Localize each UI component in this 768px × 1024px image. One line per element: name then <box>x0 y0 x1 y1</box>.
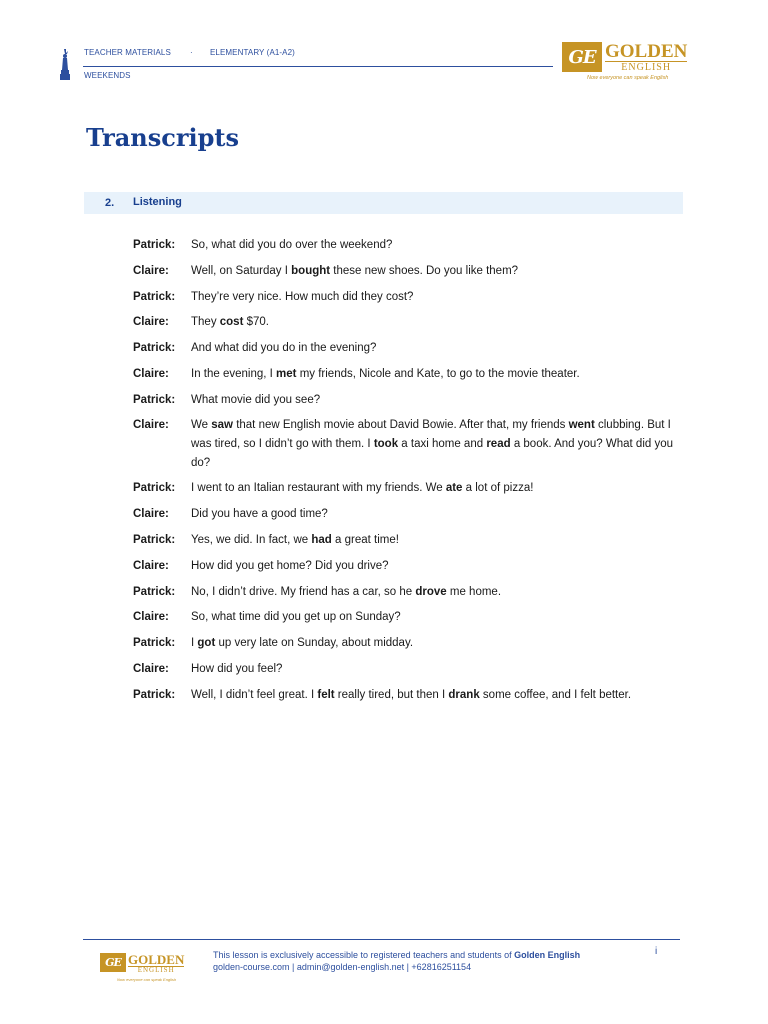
highlighted-verb: saw <box>211 419 233 432</box>
line-text: that new English movie about David Bowie. After that, my friends <box>233 419 569 432</box>
speaker-name: Claire: <box>133 316 169 329</box>
speaker-name: Patrick: <box>133 393 176 406</box>
speaker-name: Patrick: <box>133 688 176 701</box>
line-text: a great time! <box>331 534 399 546</box>
speaker-name: Patrick: <box>133 239 176 251</box>
header-level: ELEMENTARY (A1-A2) <box>210 48 295 57</box>
line-text: me home. <box>446 585 502 598</box>
footer-logo <box>100 953 184 975</box>
dialogue-line <box>191 557 688 576</box>
highlighted-verb: felt <box>317 688 335 701</box>
dialogue-row <box>133 583 688 602</box>
line-text: I went to an Italian restaurant with my friends. We <box>191 482 446 495</box>
line-text: No, I didn’t drive. My friend has a car, so he <box>191 585 416 598</box>
line-text: How did you feel? <box>191 662 283 675</box>
line-text: We <box>191 419 212 432</box>
highlighted-verb: read <box>486 438 511 451</box>
transcript-dialogue <box>133 236 688 711</box>
dialogue-line <box>191 634 688 653</box>
highlighted-verb: drove <box>415 585 447 598</box>
highlighted-verb: got <box>197 637 216 650</box>
footer-divider <box>83 939 680 940</box>
dialogue-line <box>191 608 688 627</box>
highlighted-verb: went <box>568 419 595 432</box>
dialogue-row <box>133 236 688 255</box>
line-text: In the evening, I <box>191 367 277 380</box>
line-text: What movie did you see? <box>191 393 321 406</box>
section-label: Listening <box>133 196 182 208</box>
highlighted-verb: took <box>373 438 399 451</box>
dialogue-line <box>191 339 688 358</box>
golden-english-logo <box>562 42 687 73</box>
header-separator: · <box>190 48 193 57</box>
line-text: my friends, Nicole and Kate, to go to the movie theater. <box>296 367 580 380</box>
speaker-name: Patrick: <box>133 342 176 355</box>
dialogue-line <box>191 391 688 410</box>
footer-logo-sub: ENGLISH <box>128 966 184 975</box>
dialogue-row <box>133 531 688 550</box>
dialogue-row <box>133 262 688 281</box>
highlighted-verb: had <box>311 534 332 546</box>
speaker-name: Claire: <box>133 419 169 432</box>
line-text: Well, I didn’t feel great. I <box>191 688 318 701</box>
page-title: Transcripts <box>86 123 240 152</box>
dialogue-line <box>191 262 688 281</box>
dialogue-row <box>133 479 688 498</box>
logo-sub: ENGLISH <box>605 61 687 73</box>
highlighted-verb: met <box>276 367 297 380</box>
header-lesson: WEEKENDS <box>84 71 131 80</box>
dialogue-line <box>191 660 688 679</box>
speaker-name: Patrick: <box>133 534 176 546</box>
dialogue-row <box>133 686 688 705</box>
footer-notice-prefix: This lesson is exclusively accessible to registered teachers and students of <box>213 950 515 960</box>
speaker-name: Patrick: <box>133 482 176 495</box>
speaker-name: Claire: <box>133 662 169 675</box>
dialogue-line <box>191 686 688 705</box>
section-number: 2. <box>105 197 115 209</box>
line-text: How did you get home? Did you drive? <box>191 559 389 572</box>
dialogue-row <box>133 313 688 332</box>
header-category: TEACHER MATERIALS <box>84 48 171 57</box>
speaker-name: Patrick: <box>133 290 176 303</box>
dialogue-row <box>133 634 688 653</box>
line-text: They’re very nice. How much did they cost? <box>191 290 414 303</box>
line-text: Well, on Saturday I <box>191 264 292 277</box>
speaker-name: Patrick: <box>133 585 176 598</box>
line-text: So, what did you do over the weekend? <box>191 239 393 251</box>
highlighted-verb: bought <box>291 264 331 277</box>
line-text: up very late on Sunday, about midday. <box>215 637 414 650</box>
footer-logo-mark: GE <box>100 953 126 972</box>
line-text: a lot of pizza! <box>462 482 534 495</box>
footer-logo-name: GOLDEN <box>128 952 185 967</box>
line-text: So, what time did you get up on Sunday? <box>191 611 401 624</box>
line-text: some coffee, and I felt better. <box>479 688 632 701</box>
section-header <box>84 192 683 214</box>
line-text: And what did you do in the evening? <box>191 342 377 355</box>
dialogue-line <box>191 236 688 255</box>
dialogue-row <box>133 608 688 627</box>
speaker-name: Claire: <box>133 367 169 380</box>
dialogue-row <box>133 365 688 384</box>
speaker-name: Claire: <box>133 559 169 572</box>
speaker-name: Claire: <box>133 611 169 624</box>
footer-contact: golden-course.com | admin@golden-english.net | +62816251154 <box>213 962 472 972</box>
footer-notice <box>213 949 580 973</box>
dialogue-line <box>191 479 688 498</box>
highlighted-verb: drank <box>448 688 480 701</box>
footer-notice-brand: Golden English <box>514 950 581 960</box>
dialogue-row <box>133 391 688 410</box>
line-text: a taxi home and <box>398 438 487 451</box>
statue-of-liberty-icon <box>59 48 71 80</box>
dialogue-line <box>191 531 688 550</box>
page-number: i <box>655 946 658 957</box>
line-text: Did you have a good time? <box>191 508 328 521</box>
highlighted-verb: ate <box>445 482 463 495</box>
speaker-name: Patrick: <box>133 637 176 650</box>
footer-logo-tagline: Now everyone can speak English <box>117 977 177 982</box>
line-text: these new shoes. Do you like them? <box>330 264 519 277</box>
line-text: really tired, but then I <box>334 688 449 701</box>
logo-name: GOLDEN <box>605 41 688 62</box>
logo-tagline: Now everyone can speak English <box>587 75 669 81</box>
dialogue-line <box>191 365 688 384</box>
dialogue-row <box>133 505 688 524</box>
dialogue-line <box>191 313 688 332</box>
line-text: I <box>191 637 198 650</box>
highlighted-verb: cost <box>219 316 244 329</box>
line-text: clubbing. But I was tired, so I didn’t go with them. I <box>191 419 671 451</box>
dialogue-row <box>133 288 688 307</box>
dialogue-line <box>191 583 688 602</box>
dialogue-row <box>133 416 688 472</box>
header-divider <box>83 66 553 67</box>
dialogue-line <box>191 288 688 307</box>
dialogue-row <box>133 557 688 576</box>
dialogue-row <box>133 660 688 679</box>
line-text: Yes, we did. In fact, we <box>191 534 312 546</box>
line-text: $70. <box>243 316 269 329</box>
speaker-name: Claire: <box>133 264 169 277</box>
speaker-name: Claire: <box>133 508 169 521</box>
dialogue-row <box>133 339 688 358</box>
dialogue-line <box>191 416 688 472</box>
line-text: a book. And you? What did you do? <box>191 438 674 469</box>
logo-mark: GE <box>562 42 602 72</box>
line-text: They <box>191 316 220 329</box>
dialogue-line <box>191 505 688 524</box>
